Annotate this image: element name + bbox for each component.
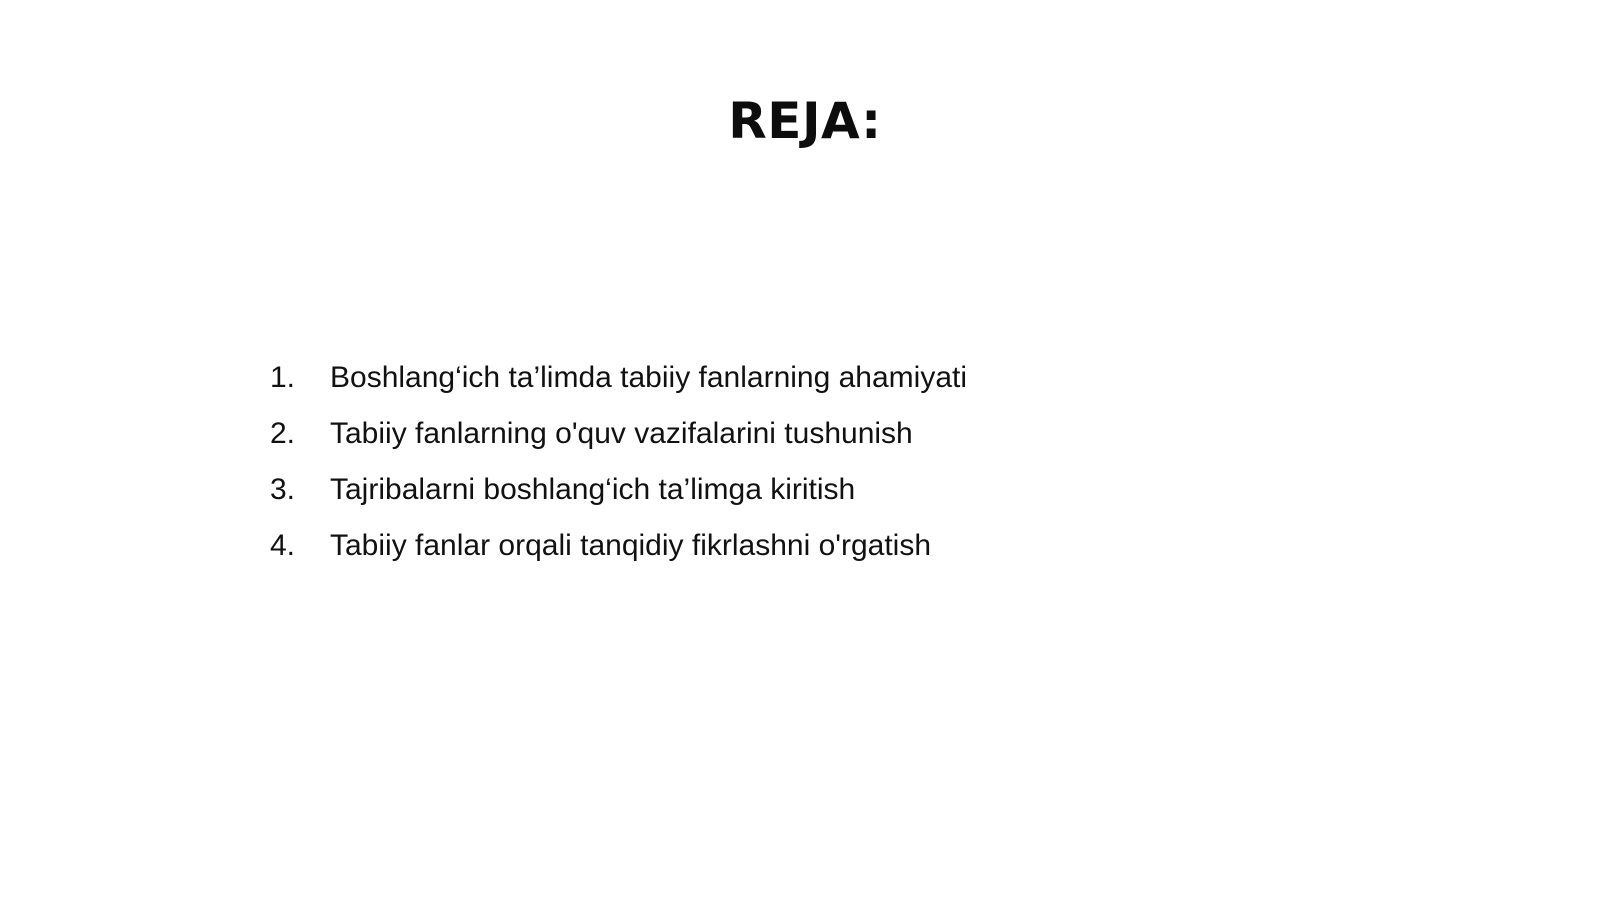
plan-item-number: 2. [270,417,296,450]
plan-item-text: Tabiiy fanlarning o'quv vazifalarini tushunish [330,417,913,450]
plan-item-text: Tabiiy fanlar orqali tanqidiy fikrlashni o'rgatish [330,529,932,562]
plan-item-3 [270,469,967,525]
plan-item-number: 4. [270,529,296,562]
plan-item-2 [270,413,967,469]
plan-item-number: 1. [270,361,296,394]
plan-item-number: 3. [270,473,296,506]
plan-item-4 [270,525,967,581]
plan-item-text: Boshlang‘ich ta’limda tabiiy fanlarning ahamiyati [330,361,968,394]
slide-title: REJA: [728,92,882,150]
plan-item-text: Tajribalarni boshlang‘ich ta’limga kiritish [330,473,856,506]
plan-list [270,357,967,581]
plan-item-1 [270,357,967,413]
